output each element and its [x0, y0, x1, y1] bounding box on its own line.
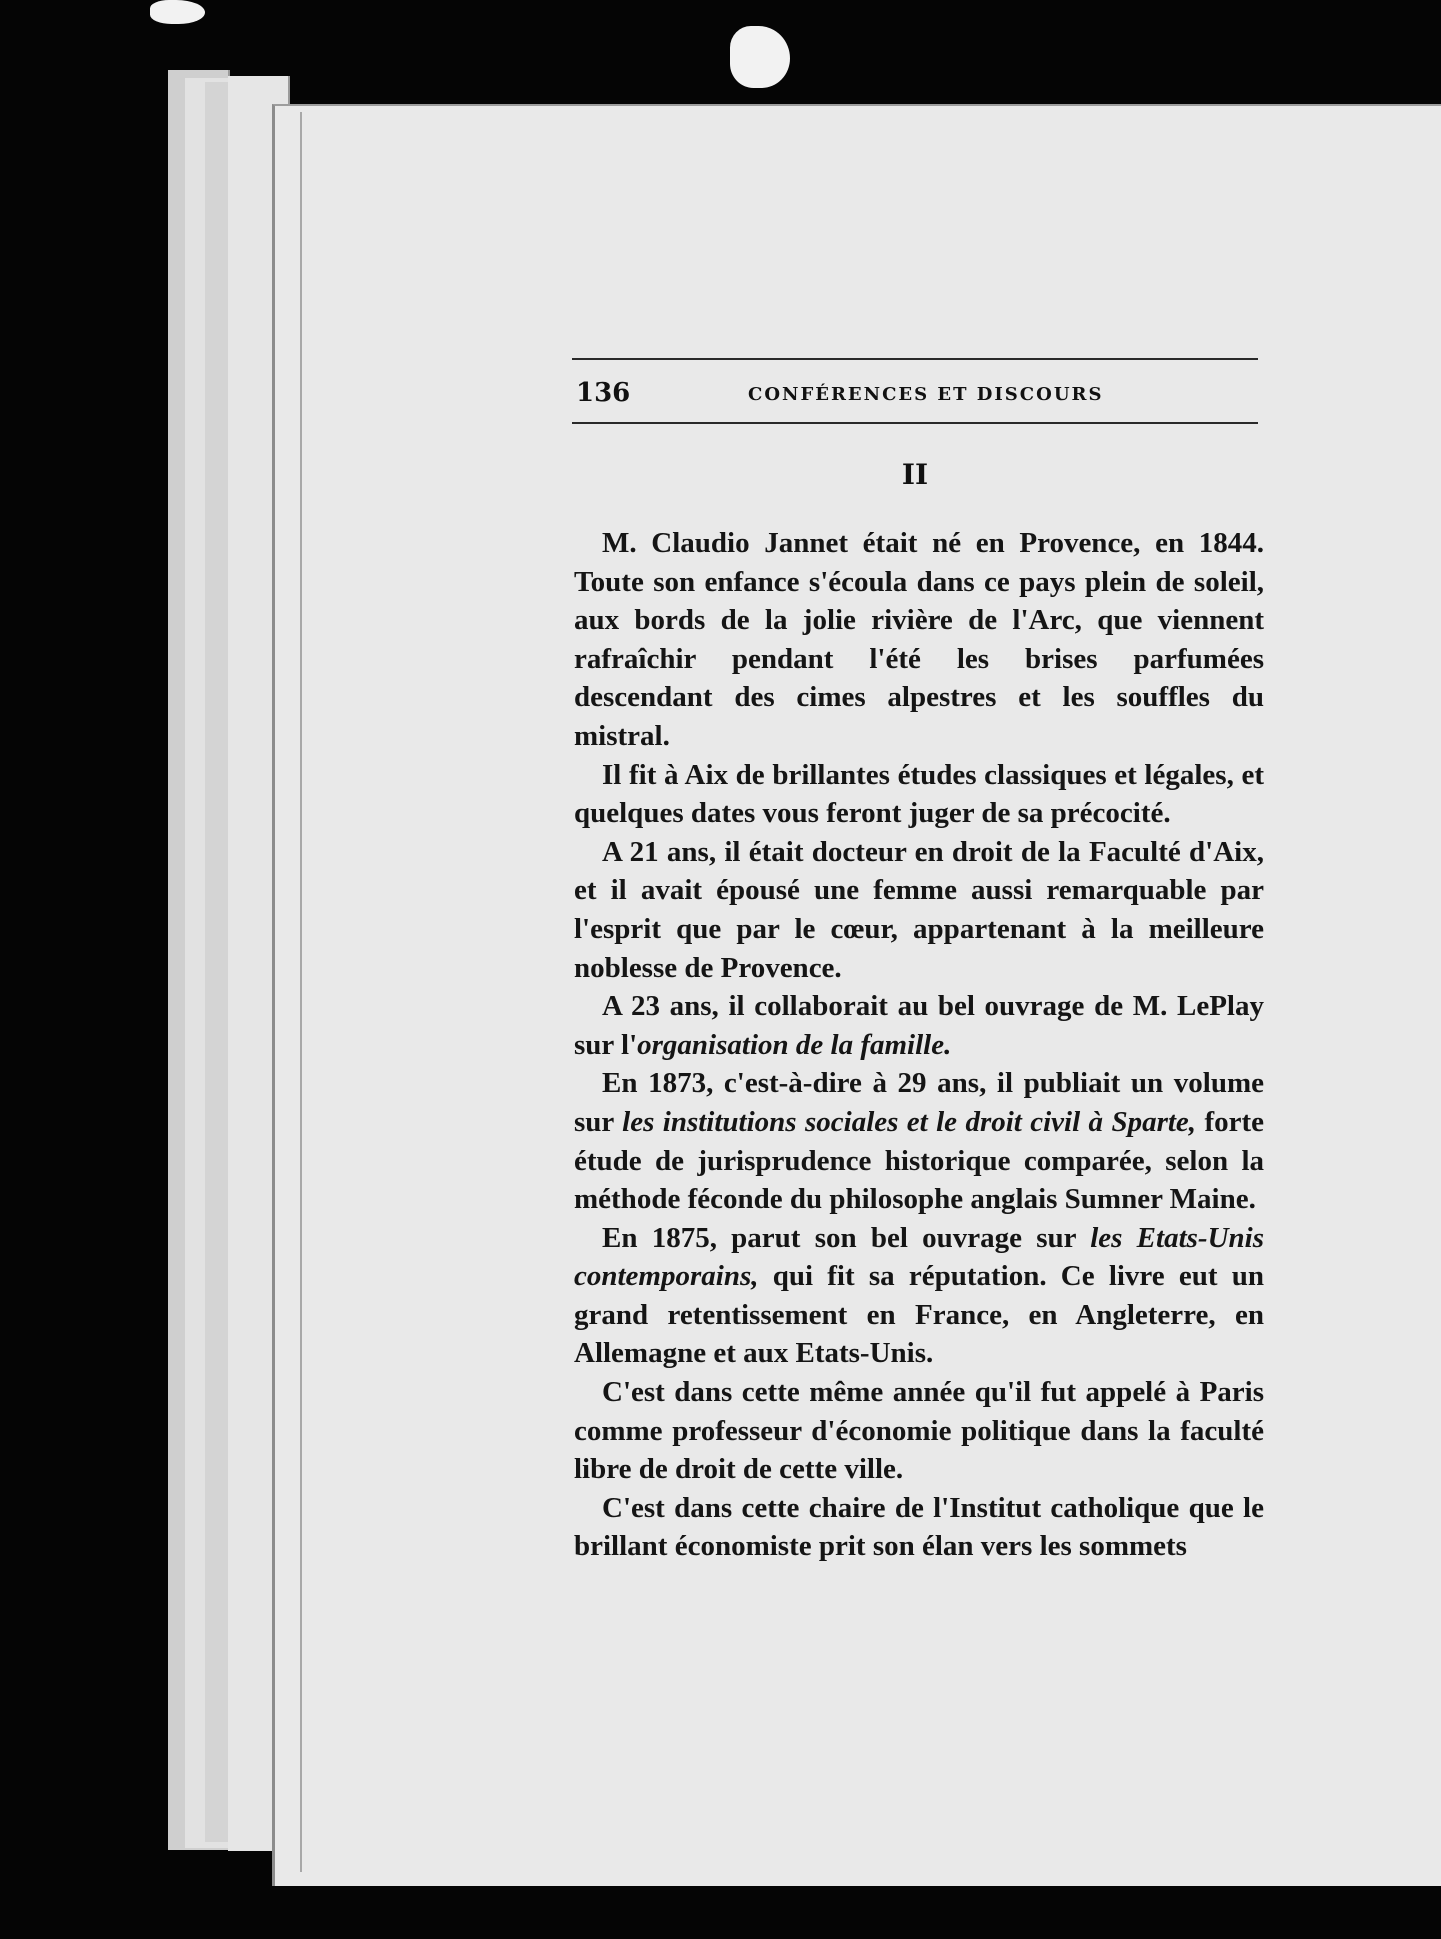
paper-blemish	[730, 26, 790, 88]
section-number: II	[901, 458, 929, 491]
header-rule-bottom	[572, 422, 1258, 424]
running-title: CONFÉRENCES ET DISCOURS	[748, 384, 1104, 405]
paragraph: A 21 ans, il était docteur en droit de la Faculté d'Aix, et il avait épousé une femme aussi remarquable par l'esprit que par le cœur, appartenant à la meilleure noblesse de Provence.	[574, 835, 1264, 984]
paragraph: C'est dans cette chaire de l'Institut catholique que le brillant économiste prit son élan vers les sommets	[574, 1491, 1264, 1563]
paper-blemish	[150, 0, 205, 24]
paragraph: M. Claudio Jannet était né en Provence, en 1844. Toute son enfance s'écoula dans ce pays plein de soleil, aux bords de la jolie rivière de l'Arc, que viennent rafraîchir pendant l'été les brises parfumées descendant des cimes alpestres et les souffles du mistral.	[574, 527, 1264, 752]
header-rule-top	[572, 358, 1258, 360]
page-header	[572, 350, 1258, 426]
paragraph: En 1873, c'est-à-dire à 29 ans, il publiait un volume sur les institutions sociales et le droit civil à Sparte, forte étude de jurisprudence historique comparée, selon la méthode féconde du philosophe anglais Sumner Maine.	[574, 1067, 1264, 1216]
paragraph: A 23 ans, il collaborait au bel ouvrage de M. LePlay sur l'organisation de la famille.	[574, 990, 1264, 1061]
page-number: 136	[576, 378, 631, 408]
body-text	[574, 524, 1264, 1566]
paragraph: En 1875, parut son bel ouvrage sur les Etats-Unis contemporains, qui fit sa réputation. Ce livre eut un grand retentissement en France, en Angleterre, en Allemagne et aux Etats-Unis.	[574, 1221, 1264, 1370]
paragraph: C'est dans cette même année qu'il fut appelé à Paris comme professeur d'économie politique dans la faculté libre de droit de cette ville.	[574, 1376, 1264, 1486]
paragraph: Il fit à Aix de brillantes études classiques et légales, et quelques dates vous feront juger de sa précocité.	[574, 758, 1264, 830]
